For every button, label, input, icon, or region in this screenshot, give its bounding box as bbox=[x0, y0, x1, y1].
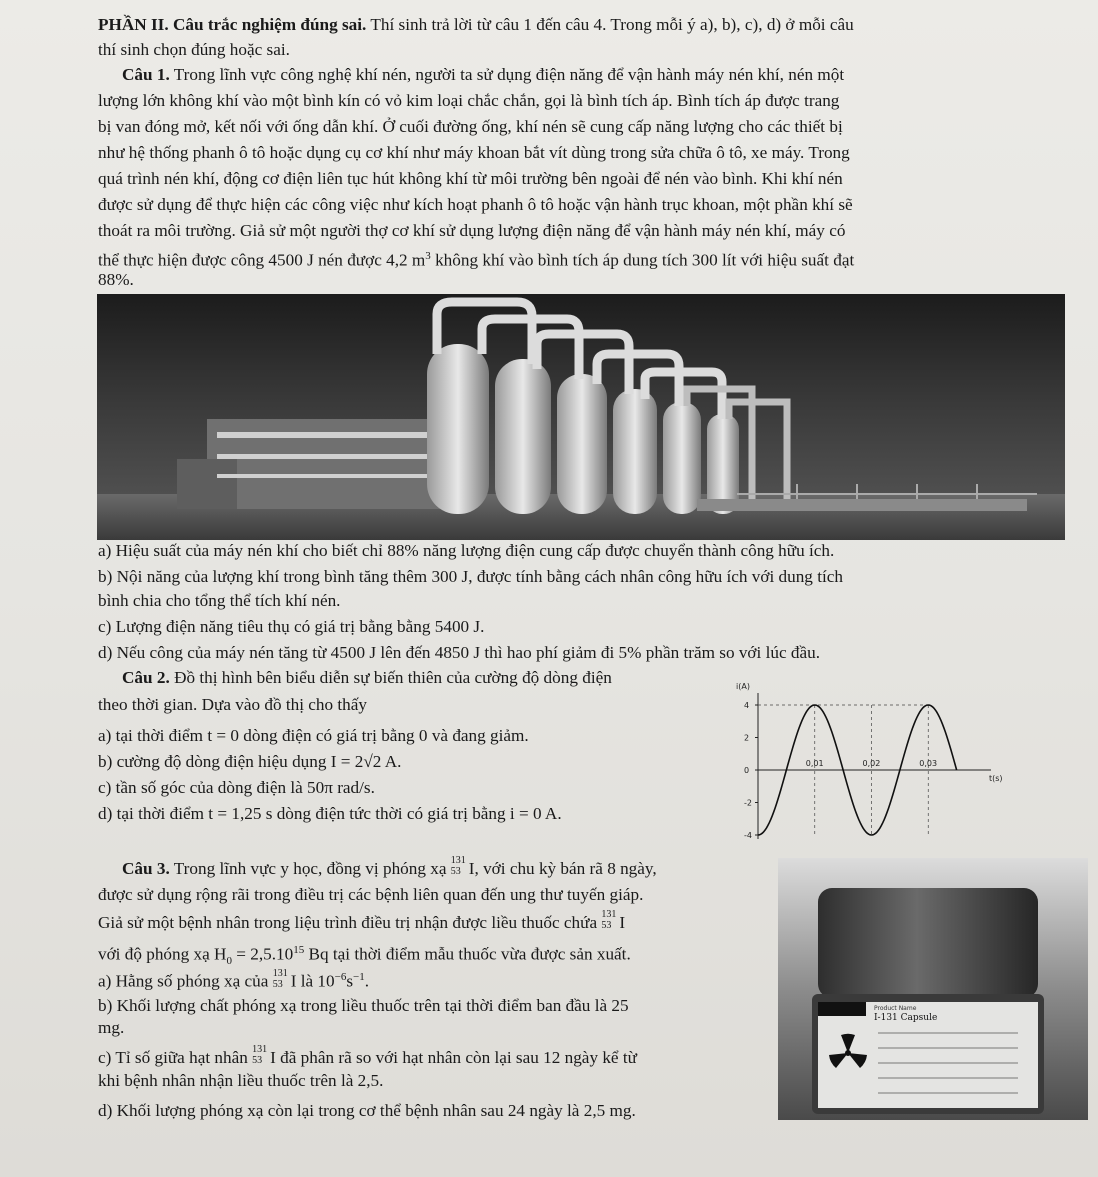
q2-option-a: a) tại thời điểm t = 0 dòng điện có giá trị bằng 0 và đang giảm. bbox=[98, 726, 529, 745]
bottle-label-title: I-131 Capsule bbox=[874, 1013, 938, 1023]
part-header bbox=[98, 12, 854, 37]
q3-label: Câu 3. bbox=[122, 859, 170, 878]
q3-line-1: Câu 3. Trong lĩnh vực y học, đồng vị phóng xạ 131 53 I, với chu kỳ bán rã 8 ngày, bbox=[122, 855, 657, 878]
q1-line-3: bị van đóng mở, kết nối với ống dẫn khí. Ở cuối đường ống, khí nén sẽ cung cấp năng lượng cho các thiết bị bbox=[98, 117, 843, 136]
q1-label: Câu 1. bbox=[122, 65, 170, 84]
bottle-label-small: Product Name bbox=[874, 1005, 917, 1012]
y-tick-label: -4 bbox=[744, 831, 752, 840]
part-title: PHẦN II. Câu trắc nghiệm đúng sai. bbox=[98, 15, 367, 34]
q3-line-2: được sử dụng rộng rãi trong điều trị các bệnh liên quan đến ung thư tuyến giáp. bbox=[98, 885, 644, 904]
iodine-capsule-bottle-photo bbox=[778, 858, 1088, 1120]
q2-option-c: c) tần số góc của dòng điện là 50π rad/s. bbox=[98, 778, 375, 797]
q2-line-1: Câu 2. Đồ thị hình bên biểu diễn sự biến thiên của cường độ dòng điện bbox=[122, 668, 612, 687]
x-axis-label: t(s) bbox=[989, 774, 1003, 783]
iodine-isotope: 131 53 bbox=[450, 855, 466, 877]
q1-line-4: như hệ thống phanh ô tô hoặc dụng cụ cơ khí như máy khoan bắt vít dùng trong sửa chữa ô tô, xe máy. Trong bbox=[98, 143, 850, 162]
part-intro-2: thí sinh chọn đúng hoặc sai. bbox=[98, 40, 290, 59]
plant-illustration bbox=[97, 294, 1065, 540]
q3-line-4: với độ phóng xạ $H_0 = 2,5.10^{15}$ Bq tại thời điểm mẫu thuốc vừa được sản xuất. bbox=[98, 944, 631, 968]
current-time-graph bbox=[730, 677, 1003, 847]
q2-label: Câu 2. bbox=[122, 668, 170, 687]
q2-option-d: d) tại thời điểm t = 1,25 s dòng điện tức thời có giá trị bằng i = 0 A. bbox=[98, 804, 562, 823]
sine-chart bbox=[730, 677, 1003, 847]
q1-line-9: 88%. bbox=[98, 270, 134, 289]
q3-option-b-cont: mg. bbox=[98, 1018, 125, 1037]
q1-option-d: d) Nếu công của máy nén tăng từ 4500 J lên đến 4850 J thì hao phí giảm đi 5% phần trăm so với lúc đầu. bbox=[98, 643, 820, 662]
x-tick-label: 0,02 bbox=[862, 759, 881, 768]
part-intro: Thí sinh trả lời từ câu 1 đến câu 4. Trong mỗi ý a), b), c), d) ở mỗi câu bbox=[370, 15, 854, 34]
q1-option-b: b) Nội năng của lượng khí trong bình tăng thêm 300 J, được tính bằng cách nhân công hữu ích với dung tích bbox=[98, 567, 843, 586]
q1-line-2: lượng lớn không khí vào một bình kín có vỏ kim loại chắc chắn, gọi là bình tích áp. Bình tích áp được trang bbox=[98, 91, 840, 110]
q1-option-a: a) Hiệu suất của máy nén khí cho biết chỉ 88% năng lượng điện cung cấp được chuyển thành công hữu ích. bbox=[98, 541, 835, 560]
y-tick-label: 0 bbox=[744, 766, 750, 775]
q3-option-c-cont: khi bệnh nhân nhận liều thuốc trên là 2,5. bbox=[98, 1071, 384, 1090]
y-tick-label: -2 bbox=[744, 798, 752, 808]
q1-line-8: thể thực hiện được công 4500 J nén được 4,2 $m^3$ không khí vào bình tích áp dung tích 300 lít với hiệu suất đạt bbox=[98, 250, 855, 270]
q3-option-b: b) Khối lượng chất phóng xạ trong liều thuốc trên tại thời điểm ban đầu là 25 bbox=[98, 996, 629, 1015]
q1-option-c: c) Lượng điện năng tiêu thụ có giá trị bằng bằng 5400 J. bbox=[98, 617, 485, 636]
q1-line-6: được sử dụng để thực hiện các công việc như kích hoạt phanh ô tô hoặc vận hành trục khoan, một phần khí sẽ bbox=[98, 195, 853, 214]
x-tick-label: 0,01 bbox=[805, 759, 824, 768]
compressor-plant-photo bbox=[97, 294, 1065, 540]
q3-option-a: a) Hằng số phóng xạ của 131 53 I là $10^{-6}s^{-1}$. bbox=[98, 967, 370, 991]
q2-option-b: b) cường độ dòng điện hiệu dụng I = 2√2 A. bbox=[98, 752, 402, 771]
q3-option-c: c) Tỉ số giữa hạt nhân 131 53 I đã phân rã so với hạt nhân còn lại sau 12 ngày kể từ bbox=[98, 1044, 637, 1067]
q1-line-5: quá trình nén khí, động cơ điện liên tục hút không khí từ môi trường bên ngoài để nén vào bình. Khi khí nén bbox=[98, 169, 843, 188]
x-tick-label: 0,03 bbox=[919, 759, 938, 768]
q1-line-7: thoát ra môi trường. Giả sử một người thợ cơ khí sử dụng lượng điện năng để vận hành máy nén khí, máy có bbox=[98, 221, 846, 240]
q1-option-b-cont: bình chia cho tổng thể tích khí nén. bbox=[98, 591, 341, 610]
q3-option-d: d) Khối lượng phóng xạ còn lại trong cơ thể bệnh nhân sau 24 ngày là 2,5 mg. bbox=[98, 1101, 636, 1120]
y-axis-label: i(A) bbox=[736, 682, 750, 691]
q3-line-3: Giả sử một bệnh nhân trong liệu trình điều trị nhận được liều thuốc chứa 131 53 I bbox=[98, 909, 626, 932]
q2-line-2: theo thời gian. Dựa vào đồ thị cho thấy bbox=[98, 695, 367, 714]
q1-text: Trong lĩnh vực công nghệ khí nén, người ta sử dụng điện năng để vận hành máy nén khí, nén một bbox=[173, 65, 845, 84]
bottle-illustration bbox=[778, 858, 1088, 1120]
q1-line-1 bbox=[122, 62, 844, 87]
y-tick-label: 4 bbox=[744, 701, 750, 710]
y-tick-label: 2 bbox=[744, 733, 750, 743]
